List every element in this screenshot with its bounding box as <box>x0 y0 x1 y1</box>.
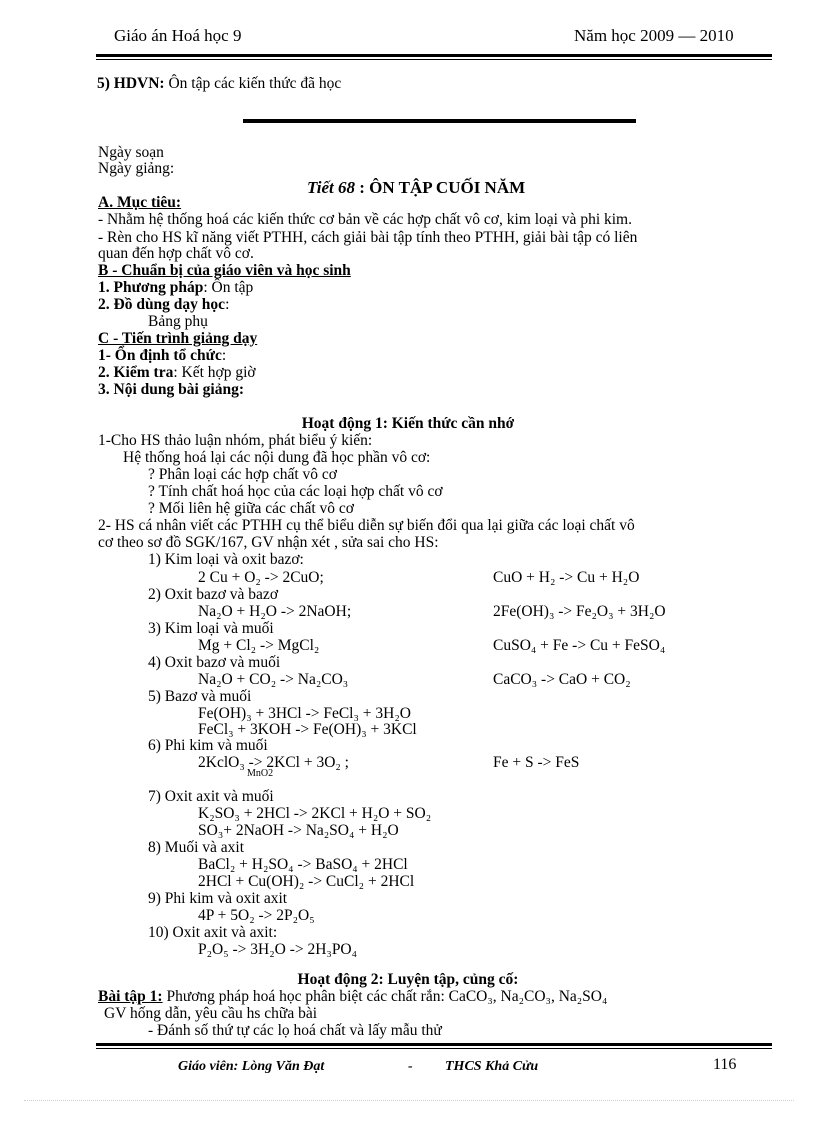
hd1-p4: cơ theo sơ đồ SGK/167, GV nhận xét , sửa sai cho HS: <box>98 534 439 551</box>
section-a-line-2: - Rèn cho HS kĩ năng viết PTHH, cách giải bài tập tính theo PTHH, giải bài tập có liên <box>98 229 638 246</box>
reaction-heading-1: 1) Kim loại và oxit bazơ: <box>148 551 304 568</box>
bang-phu: Bảng phụ <box>148 313 208 330</box>
reaction-5b: FeCl₃ + 3KOH -> Fe(OH)₃ + 3KCl <box>198 721 417 738</box>
hd2-step: - Đánh số thứ tự các lọ hoá chất và lấy mẫu thử <box>148 1022 442 1039</box>
reaction-4b: CaCO₃ -> CaO + CO₂ <box>493 671 631 688</box>
reaction-heading-3: 3) Kim loại và muối <box>148 620 274 637</box>
reaction-2b: 2Fe(OH)₃ -> Fe₂O₃ + 3H₂O <box>493 603 666 620</box>
bai-tap-1 <box>98 988 607 1005</box>
hd2-title: Hoạt động 2: Luyện tập, củng cố: <box>297 971 519 988</box>
header-right: Năm học 2009 — 2010 <box>574 26 734 45</box>
hd1-p2: Hệ thống hoá lại các nội dung đã học phần vô cơ: <box>123 449 431 466</box>
hd1-p1: 1-Cho HS thảo luận nhóm, phát biểu ý kiến: <box>98 432 373 449</box>
on-dinh-label: 1- Ổn định tổ chức <box>98 347 222 364</box>
reaction-heading-6: 6) Phi kim và muối <box>148 737 268 754</box>
reaction-8b: 2HCl + Cu(OH)₂ -> CuCl₂ + 2HCl <box>198 873 415 890</box>
reaction-3a: Mg + Cl₂ -> MgCl₂ <box>198 637 320 654</box>
ngay-giang: Ngày giảng: <box>98 160 175 177</box>
footer-rule <box>96 1043 772 1046</box>
section-c-heading: C - Tiến trình giảng dạy <box>98 330 258 347</box>
phuong-phap-label: 1. Phương pháp <box>98 279 204 296</box>
header-rule-thin <box>96 59 772 60</box>
page-edge <box>24 1100 794 1101</box>
kiem-tra <box>98 364 256 381</box>
reaction-7a: K₂SO₃ + 2HCl -> 2KCl + H₂O + SO₂ <box>198 805 432 822</box>
hd1-q2: ? Tính chất hoá học của các loại hợp chất vô cơ <box>148 483 443 500</box>
title-rest: : ÔN TẬP CUỐI NĂM <box>355 178 526 197</box>
reaction-3b: CuSO₄ + Fe -> Cu + FeSO₄ <box>493 637 666 654</box>
phuong-phap <box>98 279 253 296</box>
noi-dung: 3. Nội dung bài giảng: <box>98 381 245 398</box>
hd1-title: Hoạt động 1: Kiến thức cần nhớ <box>301 415 515 432</box>
header-rule <box>96 54 772 57</box>
footer-rule-thin <box>96 1048 772 1049</box>
footer-dash: - <box>408 1059 413 1074</box>
reaction-4a: Na₂O + CO₂ -> Na₂CO₃ <box>198 671 349 688</box>
reaction-heading-4: 4) Oxit bazơ và muối <box>148 654 281 671</box>
section-divider <box>243 119 636 123</box>
section-a-heading: A. Mục tiêu: <box>98 194 182 211</box>
reaction-6-catalyst: MnO2 <box>247 768 274 779</box>
reaction-2a: Na₂O + H₂O -> 2NaOH; <box>198 603 352 620</box>
section-b-heading: B - Chuẩn bị của giáo viên và học sinh <box>98 262 351 279</box>
hdvn-text: Ôn tập các kiến thức đã học <box>164 75 342 92</box>
reaction-6b: Fe + S -> FeS <box>493 754 580 771</box>
hdvn-line <box>97 75 341 92</box>
hd2-gv: GV hống dẫn, yêu cầu hs chữa bài <box>104 1005 318 1022</box>
reaction-8a: BaCl₂ + H₂SO₄ -> BaSO₄ + 2HCl <box>198 856 408 873</box>
hdvn-label: 5) HDVN: <box>97 75 165 92</box>
reaction-5a: Fe(OH)₃ + 3HCl -> FeCl₃ + 3H₂O <box>198 705 411 722</box>
reaction-10a: P₂O₅ -> 3H₂O -> 2H₃PO₄ <box>198 941 358 958</box>
reaction-heading-9: 9) Phi kim và oxit axit <box>148 890 288 907</box>
reaction-heading-8: 8) Muối và axit <box>148 839 244 856</box>
reaction-heading-2: 2) Oxit bazơ và bazơ <box>148 586 279 603</box>
reaction-heading-7: 7) Oxit axit và muối <box>148 788 274 805</box>
kiem-tra-text: : Kết hợp giờ <box>173 364 256 381</box>
page-title <box>307 178 525 197</box>
footer-school: THCS Khả Cửu <box>445 1059 539 1074</box>
on-dinh-text: : <box>221 347 227 364</box>
on-dinh <box>98 347 226 364</box>
reaction-1a: 2 Cu + O₂ -> 2CuO; <box>198 569 324 586</box>
reaction-heading-10: 10) Oxit axit và axit: <box>148 924 278 941</box>
do-dung-label: 2. Đồ dùng dạy học <box>98 296 226 313</box>
hd1-p3: 2- HS cá nhân viết các PTHH cụ thể biểu diễn sự biến đổi qua lại giữa các loại chất vô <box>98 517 635 534</box>
section-a-line-1: - Nhằm hệ thống hoá các kiến thức cơ bản về các hợp chất vô cơ, kim loại và phi kim. <box>98 211 632 228</box>
reaction-9a: 4P + 5O₂ -> 2P₂O₅ <box>198 907 315 924</box>
reaction-heading-5: 5) Bazơ và muối <box>148 688 252 705</box>
kiem-tra-label: 2. Kiểm tra <box>98 364 174 381</box>
footer-teacher: Giáo viên: Lòng Văn Đạt <box>178 1059 325 1074</box>
title-tiet: Tiết 68 <box>307 178 355 197</box>
hd1-q3: ? Mối liên hệ giữa các chất vô cơ <box>148 500 354 517</box>
bai-tap-label: Bài tập 1: <box>98 988 163 1005</box>
reaction-7b: SO₃+ 2NaOH -> Na₂SO₄ + H₂O <box>198 822 399 839</box>
page-number: 116 <box>713 1056 737 1073</box>
ngay-soan: Ngày soạn <box>98 144 164 161</box>
phuong-phap-text: : Ôn tập <box>203 279 254 296</box>
hd1-q1: ? Phân loại các hợp chất vô cơ <box>148 466 337 483</box>
header-left: Giáo án Hoá học 9 <box>114 26 242 45</box>
reaction-6a: 2KclO₃ -> 2KCl + 3O₂ ; <box>198 754 349 771</box>
section-a-line-3: quan đến hợp chất vô cơ. <box>98 245 254 262</box>
reaction-1b: CuO + H₂ -> Cu + H₂O <box>493 569 640 586</box>
bai-tap-text: Phương pháp hoá học phân biệt các chất rắn: CaCO₃, Na₂CO₃, Na₂SO₄ <box>162 988 608 1005</box>
do-dung <box>98 296 229 313</box>
do-dung-text: : <box>225 296 230 313</box>
